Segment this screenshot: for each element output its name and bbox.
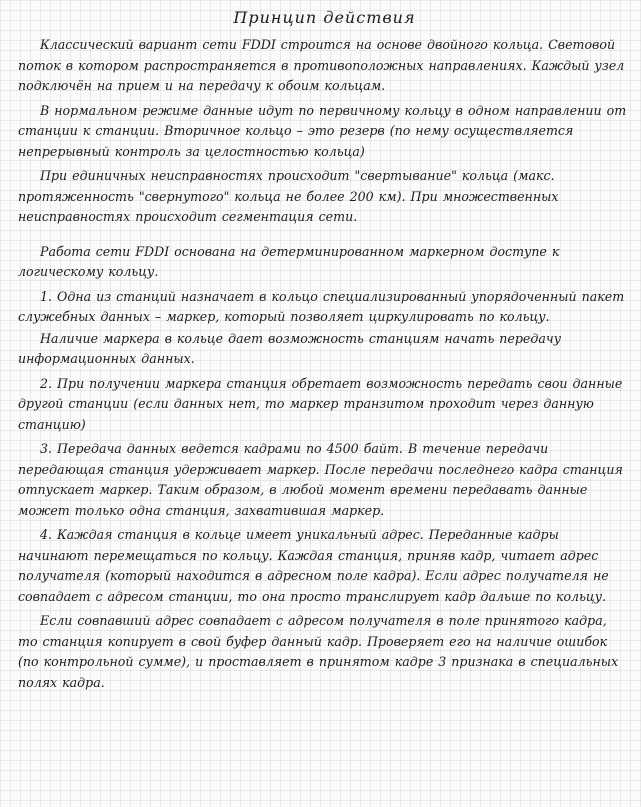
paragraph-step-3: 3. Передача данных ведется кадрами по 4500 байт. В течение передачи передающая станция удерживает маркер. После передачи последнего кадра станция отпускает маркер. Таким образом, в любой момент времени передавать данные может только одна станция, захватившая маркер. bbox=[18, 441, 623, 518]
paragraph-marker-presence: Наличие маркера в кольце дает возможность станциям начать передачу информационных данных. bbox=[18, 330, 562, 366]
paragraph-step-1: 1. Одна из станций назначает в кольцо специализированный упорядоченный пакет служебных данных – маркер, который позволяет циркулировать по кольцу. bbox=[18, 288, 625, 324]
paragraph-token-access: Работа сети FDDI основана на детерминированном маркерном доступе к логическому кольцу. bbox=[18, 243, 560, 279]
paragraph-fddi-ring: Классический вариант сети FDDI строится на основе двойного кольца. Световой поток в котором распространяется в противоположных направлениях. Каждый узел подключён на прием и на передачу к обоим кольцам. bbox=[18, 37, 625, 93]
paragraph-address-match: Если совпавший адрес совпадает с адресом получателя в поле принятого кадра, то станция копирует в свой буфер данный кадр. Проверяет его на наличие ошибок (по контрольной сумме), и проставляет в принятом кадре 3 признака в специальных полях кадра. bbox=[18, 613, 619, 690]
paragraph-step-4: 4. Каждая станция в кольце имеет уникальный адрес. Переданные кадры начинают перемещаться по кольцу. Каждая станция, приняв кадр, читает адрес получателя (который находится в адресном поле кадра). Если адрес получателя не совпадает с адресом станции, то она просто транслирует кадр дальше по кольцу. bbox=[18, 527, 609, 604]
paragraph-step-2: 2. При получении маркера станция обретает возможность передать свои данные другой станции (если данных нет, то маркер транзитом проходит через данную станцию) bbox=[18, 375, 623, 432]
page-title: Принцип действия bbox=[233, 8, 416, 27]
paragraph-faults: При единичных неисправностях происходит "свертывание" кольца (макс. протяженность "свернутого" кольца не более 200 км). При множественных неисправностях происходит сегментация сети. bbox=[18, 168, 559, 224]
paragraph-normal-mode: В нормальном режиме данные идут по первичному кольцу в одном направлении от станции к станции. Вторичное кольцо – это резерв (по нему осуществляется непрерывный контроль за целостностью кольца) bbox=[18, 102, 627, 159]
